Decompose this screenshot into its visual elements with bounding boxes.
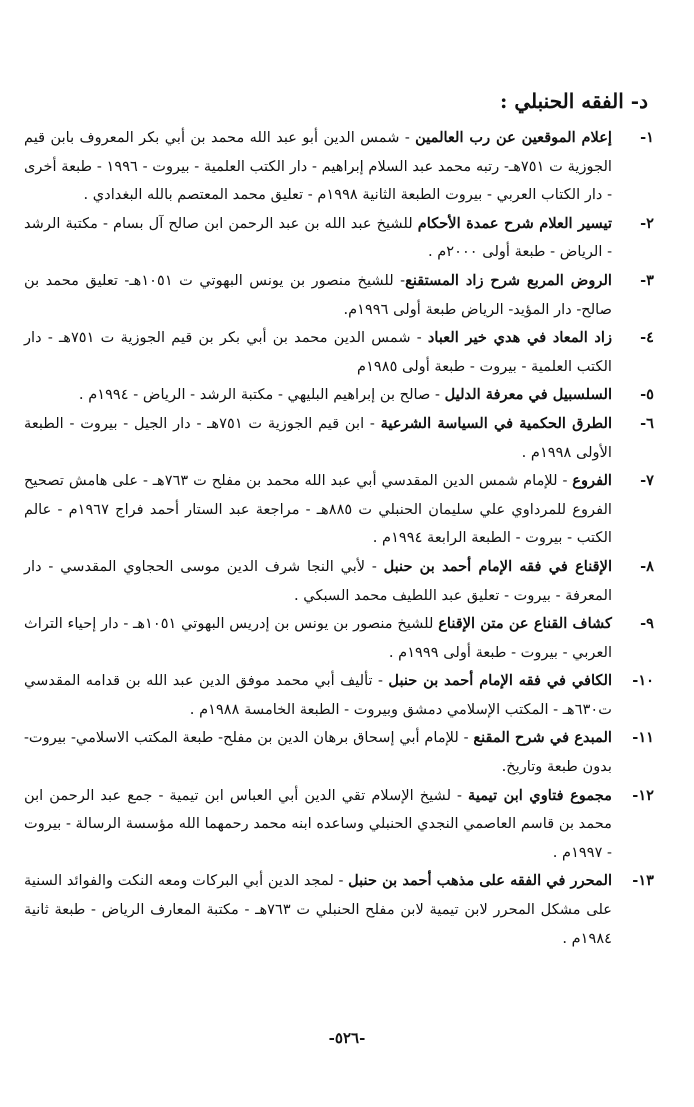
entry-number: ٤- <box>640 329 654 347</box>
entry-number: ١٣- <box>632 872 654 890</box>
bibliography-entry-3 <box>24 267 654 324</box>
entry-details: - لأبي النجا شرف الدين موسى الحجاوي المقدسي - دار المعرفة - بيروت - تعليق عبد اللطيف محمد السبكي . <box>24 557 612 604</box>
book-title: الإقناع في فقه الإمام أحمد بن حنبل <box>383 557 612 575</box>
entry-details: - شمس الدين محمد بن أبي بكر بن قيم الجوزية ت ٧٥١هـ - دار الكتب العلمية - بيروت - طبعة أولى ١٩٨٥م <box>24 329 612 375</box>
bibliography-entry-10 <box>24 667 654 724</box>
bibliography-page <box>24 84 654 1067</box>
entry-number: ٧- <box>640 472 654 490</box>
entry-number: ١١- <box>632 729 654 747</box>
bibliography-entry-2 <box>24 210 654 267</box>
bibliography-entry-12 <box>24 782 654 868</box>
entry-details: - تأليف أبي محمد موفق الدين عبد الله بن قدامه المقدسي ت٦٣٠هـ - المكتب الإسلامي دمشق وبيروت - الطبعة الخامسة ١٩٨٨م . <box>24 672 612 718</box>
entry-number: ٣- <box>640 271 654 289</box>
entry-number: ٢- <box>640 214 654 232</box>
entry-details: - للإمام أبي إسحاق برهان الدين بن مفلح- طبعة المكتب الاسلامي- بيروت- بدون طبعة وتاريخ. <box>24 729 612 776</box>
book-title: كشاف القناع عن متن الإقناع <box>438 615 612 633</box>
book-title: مجموع فتاوي ابن تيمية <box>468 786 612 804</box>
entry-details: - لمجد الدين أبي البركات ومعه النكت والفوائد السنية على مشكل المحرر لابن تيمية لابن مفلح الحنبلي ت ٧٦٣هـ - مكتبة المعارف الرياض - طبعة ثانية ١٩٨٤م . <box>24 872 612 947</box>
entry-details: - ابن قيم الجوزية ت ٧٥١هـ - دار الجيل - بيروت - الطبعة الأولى ١٩٩٨م . <box>24 414 612 461</box>
entry-details: - لشيخ الإسلام تقي الدين أبي العباس ابن تيمية - جمع عبد الرحمن ابن محمد بن قاسم العاصمي النجدي الحنبلي وساعده ابنه محمد رحمهما الله مؤسسة الرسالة - بيروت - ١٩٩٧م . <box>24 786 612 861</box>
bibliography-entry-8 <box>24 553 654 610</box>
section-heading: د- الفقه الحنبلي : <box>499 89 648 113</box>
bibliography-entry-9 <box>24 610 654 667</box>
entry-number: ٨- <box>640 557 654 575</box>
entry-details: - صالح بن إبراهيم البليهي - مكتبة الرشد - الرياض - ١٩٩٤م . <box>78 386 445 404</box>
book-title: إعلام الموقعين عن رب العالمين <box>415 129 612 146</box>
bibliography-entry-13 <box>24 867 654 953</box>
page-number: -٥٢٦- <box>328 1029 366 1047</box>
entry-details: للشيخ عبد الله بن عبد الرحمن ابن صالح آل بسام - مكتبة الرشد - الرياض - طبعة أولى ٢٠٠٠م . <box>24 214 612 261</box>
bibliography-entry-6 <box>24 410 654 467</box>
bibliography-list <box>24 124 654 953</box>
entry-details: للشيخ منصور بن يونس بن إدريس البهوتي ١٠٥١هـ - دار إحياء التراث العربي - بيروت - طبعة أولى ١٩٩٩م . <box>24 615 612 661</box>
book-title: المحرر في الفقه على مذهب أحمد بن حنبل <box>348 872 612 890</box>
bibliography-entry-1 <box>24 124 654 210</box>
book-title: تيسير العلام شرح عمدة الأحكام <box>417 214 612 232</box>
bibliography-entry-5 <box>24 381 654 410</box>
book-title: الطرق الحكمية في السياسة الشرعية <box>380 414 613 432</box>
book-title: زاد المعاد في هدي خير العباد <box>427 329 613 347</box>
book-title: الفروع <box>572 472 612 490</box>
entry-details: - للإمام شمس الدين المقدسي أبي عبد الله محمد بن مفلح ت ٧٦٣هـ - على هامش تصحيح الفروع للمرداوي علي سليمان الحنبلي ت ٨٨٥هـ - مراجعة عبد الستار أحمد فراج ١٩٦٧م - عالم الكتب - بيروت - الطبعة الرابعة ١٩٩٤م . <box>24 472 612 547</box>
book-title: الكافي في فقه الإمام أحمد بن حنبل <box>388 672 612 690</box>
bibliography-entry-11 <box>24 724 654 781</box>
bibliography-entry-4 <box>24 324 654 381</box>
entry-details: - للشيخ منصور بن يونس البهوتي ت ١٠٥١هـ- تعليق محمد بن صالح- دار المؤيد- الرياض طبعة أولى ١٩٩٦م. <box>24 271 612 318</box>
book-title: السلسبيل في معرفة الدليل <box>444 386 612 404</box>
entry-number: ١- <box>640 129 654 146</box>
entry-number: ٩- <box>640 615 654 633</box>
entry-details: - شمس الدين أبو عبد الله محمد بن أبي بكر المعروف بابن قيم الجوزية ت ٧٥١هـ- رتبه محمد عبد السلام إبراهيم - دار الكتب العلمية - بيروت - ١٩٩٦ - طبعة أخرى - دار الكتاب العربي - بيروت الطبعة الثانية ١٩٩٨م - تعليق محمد المعتصم بالله البغدادي . <box>24 129 612 204</box>
entry-number: ٥- <box>640 386 654 404</box>
book-title: المبدع في شرح المقنع <box>473 729 612 747</box>
entry-number: ١٠- <box>632 672 654 690</box>
bibliography-entry-7 <box>24 467 654 553</box>
entry-number: ١٢- <box>632 786 654 804</box>
entry-number: ٦- <box>640 414 654 432</box>
book-title: الروض المربع شرح زاد المستقنع <box>405 271 612 289</box>
